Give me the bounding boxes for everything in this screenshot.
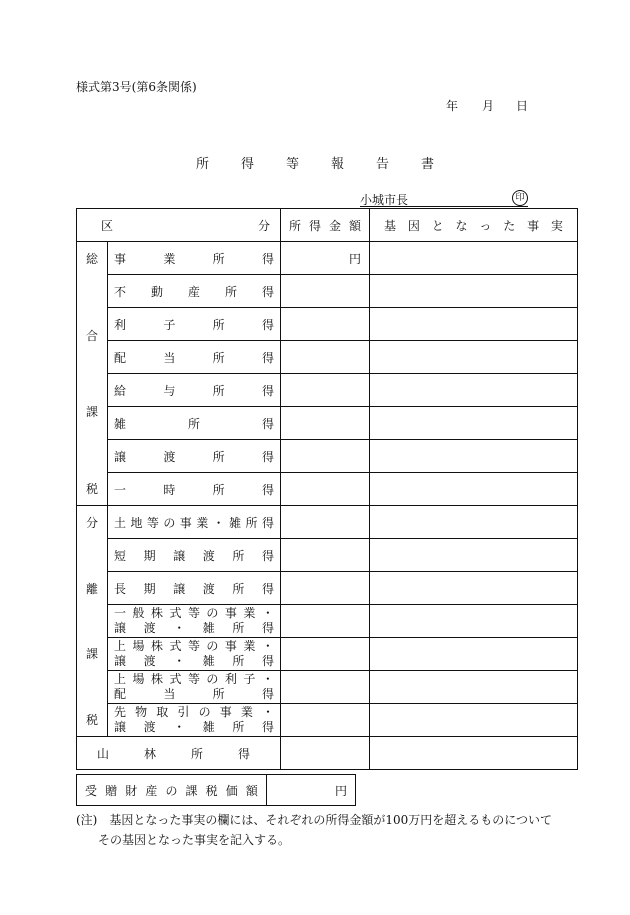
income-type-label: 上 場 株 式 等 の 事 業 ・ 譲 渡 ・ 雑 所 得 bbox=[114, 639, 274, 668]
income-amount-cell[interactable] bbox=[281, 275, 370, 308]
seal-mark: 印 bbox=[512, 190, 528, 206]
gift-amount-cell[interactable] bbox=[267, 775, 356, 806]
fact-cell[interactable] bbox=[370, 737, 578, 770]
income-type-cell bbox=[108, 407, 281, 440]
income-type-label: 事 業 所 得 bbox=[114, 251, 274, 266]
income-type-cell bbox=[108, 275, 281, 308]
income-amount-cell[interactable] bbox=[281, 440, 370, 473]
fact-cell[interactable] bbox=[370, 275, 578, 308]
income-type-label: 配 当 所 得 bbox=[114, 350, 274, 365]
fact-cell[interactable] bbox=[370, 506, 578, 539]
income-amount-cell[interactable] bbox=[281, 605, 370, 638]
fact-cell[interactable] bbox=[370, 572, 578, 605]
date-year-label: 年 bbox=[446, 99, 459, 113]
fact-cell[interactable] bbox=[370, 605, 578, 638]
gift-label: 受 贈 財 産 の 課 税 価 額 bbox=[85, 783, 258, 798]
table-row bbox=[77, 341, 578, 374]
title-char: 等 bbox=[286, 157, 300, 172]
income-type-label: 短 期 譲 渡 所 得 bbox=[114, 548, 274, 563]
income-type-label: 譲 渡 所 得 bbox=[114, 449, 274, 464]
title-char: 告 bbox=[376, 157, 390, 172]
income-type-label: 土 地 等 の 事 業 ・ 雑 所 得 bbox=[114, 515, 274, 530]
gift-table bbox=[76, 774, 356, 806]
fact-cell[interactable] bbox=[370, 440, 578, 473]
fact-cell[interactable] bbox=[370, 704, 578, 737]
income-type-label: 一 時 所 得 bbox=[114, 482, 274, 497]
income-type-label: 一 般 株 式 等 の 事 業 ・ 譲 渡 ・ 雑 所 得 bbox=[114, 606, 274, 635]
income-amount-cell[interactable] bbox=[281, 473, 370, 506]
title-char: 報 bbox=[331, 157, 345, 172]
note-line-2: その基因となった事実を記入する。 bbox=[98, 833, 291, 847]
table-row bbox=[77, 275, 578, 308]
note bbox=[76, 810, 566, 850]
table-row bbox=[77, 539, 578, 572]
table-row bbox=[77, 704, 578, 737]
fact-cell[interactable] bbox=[370, 539, 578, 572]
table-row bbox=[77, 605, 578, 638]
income-amount-cell[interactable] bbox=[281, 308, 370, 341]
table-row bbox=[77, 440, 578, 473]
title-char: 所 bbox=[196, 157, 210, 172]
income-type-cell bbox=[108, 638, 281, 671]
yen-unit: 円 bbox=[334, 783, 347, 798]
income-amount-cell[interactable] bbox=[281, 407, 370, 440]
income-type-cell bbox=[108, 473, 281, 506]
bunri-label-cell bbox=[77, 506, 108, 737]
form-number: 様式第3号(第6条関係) bbox=[76, 80, 197, 94]
income-type-label: 長 期 譲 渡 所 得 bbox=[114, 581, 274, 596]
gift-label-cell bbox=[77, 775, 267, 806]
fact-cell[interactable] bbox=[370, 473, 578, 506]
income-type-cell bbox=[108, 605, 281, 638]
sogo-label-cell bbox=[77, 242, 108, 506]
sogo-label: 総 合 課 税 bbox=[85, 252, 98, 496]
fact-cell[interactable] bbox=[370, 242, 578, 275]
table-row bbox=[77, 374, 578, 407]
table-row bbox=[77, 737, 578, 770]
income-type-cell bbox=[108, 704, 281, 737]
income-type-cell bbox=[108, 671, 281, 704]
header-amount-label: 所 得 金 額 bbox=[289, 218, 361, 233]
income-amount-cell[interactable] bbox=[281, 242, 370, 275]
income-type-cell bbox=[108, 242, 281, 275]
income-amount-cell[interactable] bbox=[281, 638, 370, 671]
income-type-cell bbox=[108, 539, 281, 572]
header-fact-cell bbox=[370, 209, 578, 242]
date-month-label: 月 bbox=[482, 99, 495, 113]
fact-cell[interactable] bbox=[370, 671, 578, 704]
table-row bbox=[77, 506, 578, 539]
header-amount-cell bbox=[281, 209, 370, 242]
fact-cell[interactable] bbox=[370, 308, 578, 341]
header-fact-label: 基 因 と な っ た 事 実 bbox=[384, 218, 563, 233]
income-type-label: 給 与 所 得 bbox=[114, 383, 274, 398]
header-category-label: 区 分 bbox=[101, 218, 270, 233]
income-amount-cell[interactable] bbox=[281, 671, 370, 704]
sanrin-label: 山 林 所 得 bbox=[97, 746, 250, 761]
income-type-label: 上 場 株 式 等 の 利 子 ・ 配 当 所 得 bbox=[114, 672, 274, 701]
addressee: 小城市長 bbox=[360, 193, 409, 207]
income-type-cell bbox=[108, 308, 281, 341]
table-row bbox=[77, 572, 578, 605]
addressee-line bbox=[360, 206, 528, 207]
income-type-cell bbox=[108, 572, 281, 605]
income-type-cell bbox=[108, 440, 281, 473]
table-row bbox=[77, 638, 578, 671]
income-type-label: 先 物 取 引 の 事 業 ・ 譲 渡 ・ 雑 所 得 bbox=[114, 705, 274, 734]
table-row bbox=[77, 242, 578, 275]
table-row bbox=[77, 473, 578, 506]
income-amount-cell[interactable] bbox=[281, 704, 370, 737]
yen-unit: 円 bbox=[348, 251, 361, 266]
note-line-1: (注) 基因となった事実の欄には、それぞれの所得金額が100万円を超えるものについて bbox=[76, 813, 553, 827]
income-amount-cell[interactable] bbox=[281, 737, 370, 770]
sanrin-label-cell bbox=[77, 737, 281, 770]
table-row bbox=[77, 308, 578, 341]
income-type-label: 雑 所 得 bbox=[114, 416, 274, 431]
title-char: 得 bbox=[241, 157, 255, 172]
bunri-label: 分 離 課 税 bbox=[85, 516, 98, 727]
income-amount-cell[interactable] bbox=[281, 374, 370, 407]
header-category-cell bbox=[77, 209, 281, 242]
income-amount-cell[interactable] bbox=[281, 506, 370, 539]
fact-cell[interactable] bbox=[370, 341, 578, 374]
income-amount-cell[interactable] bbox=[281, 572, 370, 605]
income-type-label: 利 子 所 得 bbox=[114, 317, 274, 332]
header-row bbox=[77, 209, 578, 242]
fact-cell[interactable] bbox=[370, 638, 578, 671]
income-type-label: 不 動 産 所 得 bbox=[114, 284, 274, 299]
fact-cell[interactable] bbox=[370, 407, 578, 440]
income-type-cell bbox=[108, 341, 281, 374]
title-char: 書 bbox=[421, 157, 435, 172]
income-amount-cell[interactable] bbox=[281, 539, 370, 572]
income-amount-cell[interactable] bbox=[281, 341, 370, 374]
income-type-cell bbox=[108, 374, 281, 407]
date-day-label: 日 bbox=[516, 99, 529, 113]
table-row bbox=[77, 407, 578, 440]
table-row bbox=[77, 671, 578, 704]
income-table bbox=[76, 208, 578, 770]
fact-cell[interactable] bbox=[370, 374, 578, 407]
income-type-cell bbox=[108, 506, 281, 539]
